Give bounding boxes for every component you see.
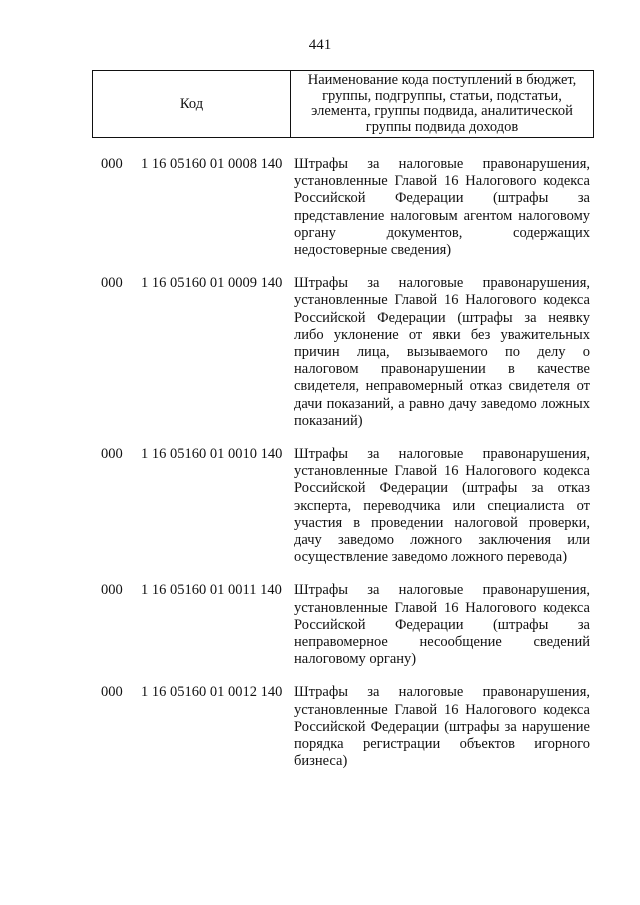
table-header (92, 70, 594, 138)
table-row (0, 156, 640, 259)
row-admin-code: 000 (101, 582, 123, 599)
row-income-code: 1 16 05160 01 0009 140 (141, 275, 283, 292)
table-row (0, 275, 640, 430)
row-description: Штрафы за налоговые правонарушения, установленные Главой 16 Налогового кодекса Российской Федерации (штрафы за нарушение порядка регистрации объектов игорного бизнеса) (294, 684, 590, 770)
table-body (0, 156, 640, 787)
row-description: Штрафы за налоговые правонарушения, установленные Главой 16 Налогового кодекса Российской Федерации (штрафы за неявку либо уклонение от явки без уважительных причин лица, вызываемого по делу о налоговом правонарушении в качестве свидетеля, неправомерный отказ свидетеля от дачи показаний, а равно дачу заведомо ложных показаний) (294, 275, 590, 429)
row-description: Штрафы за налоговые правонарушения, установленные Главой 16 Налогового кодекса Российской Федерации (штрафы за отказ эксперта, переводчика или специалиста от участия в проведении налоговой проверки, дачу заведомо ложного заключения или осуществление заведомо ложного перевода) (294, 446, 590, 566)
row-income-code: 1 16 05160 01 0008 140 (141, 156, 283, 172)
row-admin-code: 000 (101, 446, 123, 463)
row-admin-code: 000 (101, 156, 123, 172)
row-income-code: 1 16 05160 01 0012 140 (141, 684, 283, 701)
header-code-label: Код (179, 95, 204, 112)
header-code-cell (93, 71, 291, 137)
row-description: Штрафы за налоговые правонарушения, установленные Главой 16 Налогового кодекса Российской Федерации (штрафы за неправомерное несообщение сведений налоговому органу) (294, 582, 590, 668)
table-row (0, 582, 640, 668)
row-income-code: 1 16 05160 01 0010 140 (141, 446, 283, 463)
page-number: 441 (308, 37, 332, 53)
row-income-code: 1 16 05160 01 0011 140 (141, 582, 282, 599)
table-row (0, 446, 640, 566)
table-row (0, 684, 640, 770)
header-name-label: Наименование кода поступлений в бюджет, группы, подгруппы, статьи, подстатьи, элемента, группы подвида, аналитической группы подвида доходов (307, 72, 577, 135)
row-admin-code: 000 (101, 684, 123, 701)
row-description: Штрафы за налоговые правонарушения, установленные Главой 16 Налогового кодекса Российской Федерации (штрафы за представление налоговым агентом налоговому органу документов, содержащих недостоверные сведения) (294, 156, 590, 259)
header-name-cell (291, 71, 593, 137)
row-admin-code: 000 (101, 275, 123, 292)
